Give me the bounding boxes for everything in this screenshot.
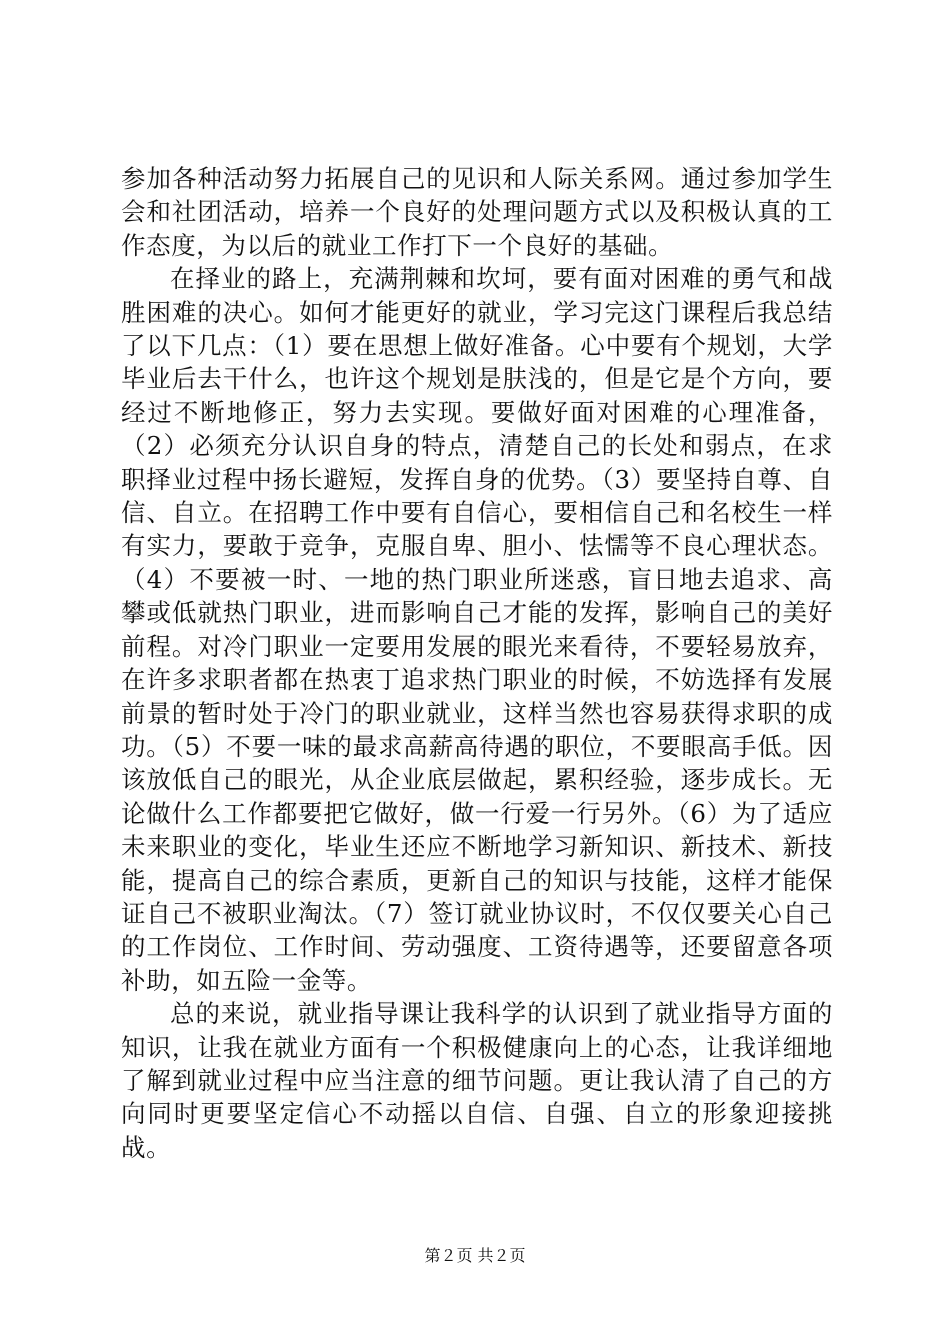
paragraph-3: 总的来说，就业指导课让我科学的认识到了就业指导方面的知识，让我在就业方面有一个积极健康向上的心态，让我详细地了解到就业过程中应当注意的细节问题。更让我认清了自己的方向同时更要坚定信心不动摇以自信、自强、自立的形象迎接挑战。 [121,999,833,1162]
paragraph-2: 在择业的路上，充满荆棘和坎坷，要有面对困难的勇气和战胜困难的决心。如何才能更好的就业，学习完这门课程后我总结了以下几点：（1）要在思想上做好准备。心中要有个规划，大学毕业后去干什么，也许这个规划是肤浅的，但是它是个方向，要经过不断地修正，努力去实现。要做好面对困难的心理准备，（2）必须充分认识自身的特点，清楚自己的长处和弱点，在求职择业过程中扬长避短，发挥自身的优势。（3）要坚持自尊、自信、自立。在招聘工作中要有自信心，要相信自己和名校生一样有实力，要敢于竞争，克服自卑、胆小、怯懦等不良心理状态。（4）不要被一时、一地的热门职业所迷惑，盲日地去追求、高攀或低就热门职业，进而影响自己才能的发挥，影响自己的美好前程。对冷门职业一定要用发展的眼光来看待，不要轻易放弃，在许多求职者都在热衷丁追求热门职业的时候，不妨选择有发展前景的暂时处于冷门的职业就业，这样当然也容易获得求职的成功。（5）不要一味的最求高薪高待遇的职位，不要眼高手低。因该放低自己的眼光，从企业底层做起，累积经验，逐步成长。无论做什么工作都要把它做好，做一行爱一行另外。（6）为了适应未来职业的变化，毕业生还应不断地学习新知识、新技术、新技能，提高自己的综合素质，更新自己的知识与技能，这样才能保证自己不被职业淘汰。（7）签订就业协议时，不仅仅要关心自己的工作岗位、工作时间、劳动强度、工资待遇等，还要留意各项补助，如五险一金等。 [121,264,834,995]
page-number-label: 第２页 共２页 [424,1246,526,1265]
document-body [121,162,833,1164]
paragraph-1: 参加各种活动努力拓展自己的见识和人际关系网。通过参加学生会和社团活动，培养一个良好的处理问题方式以及积极认真的工作态度，为以后的就业工作打下一个良好的基础。 [121,164,833,260]
page-footer [0,1246,950,1266]
